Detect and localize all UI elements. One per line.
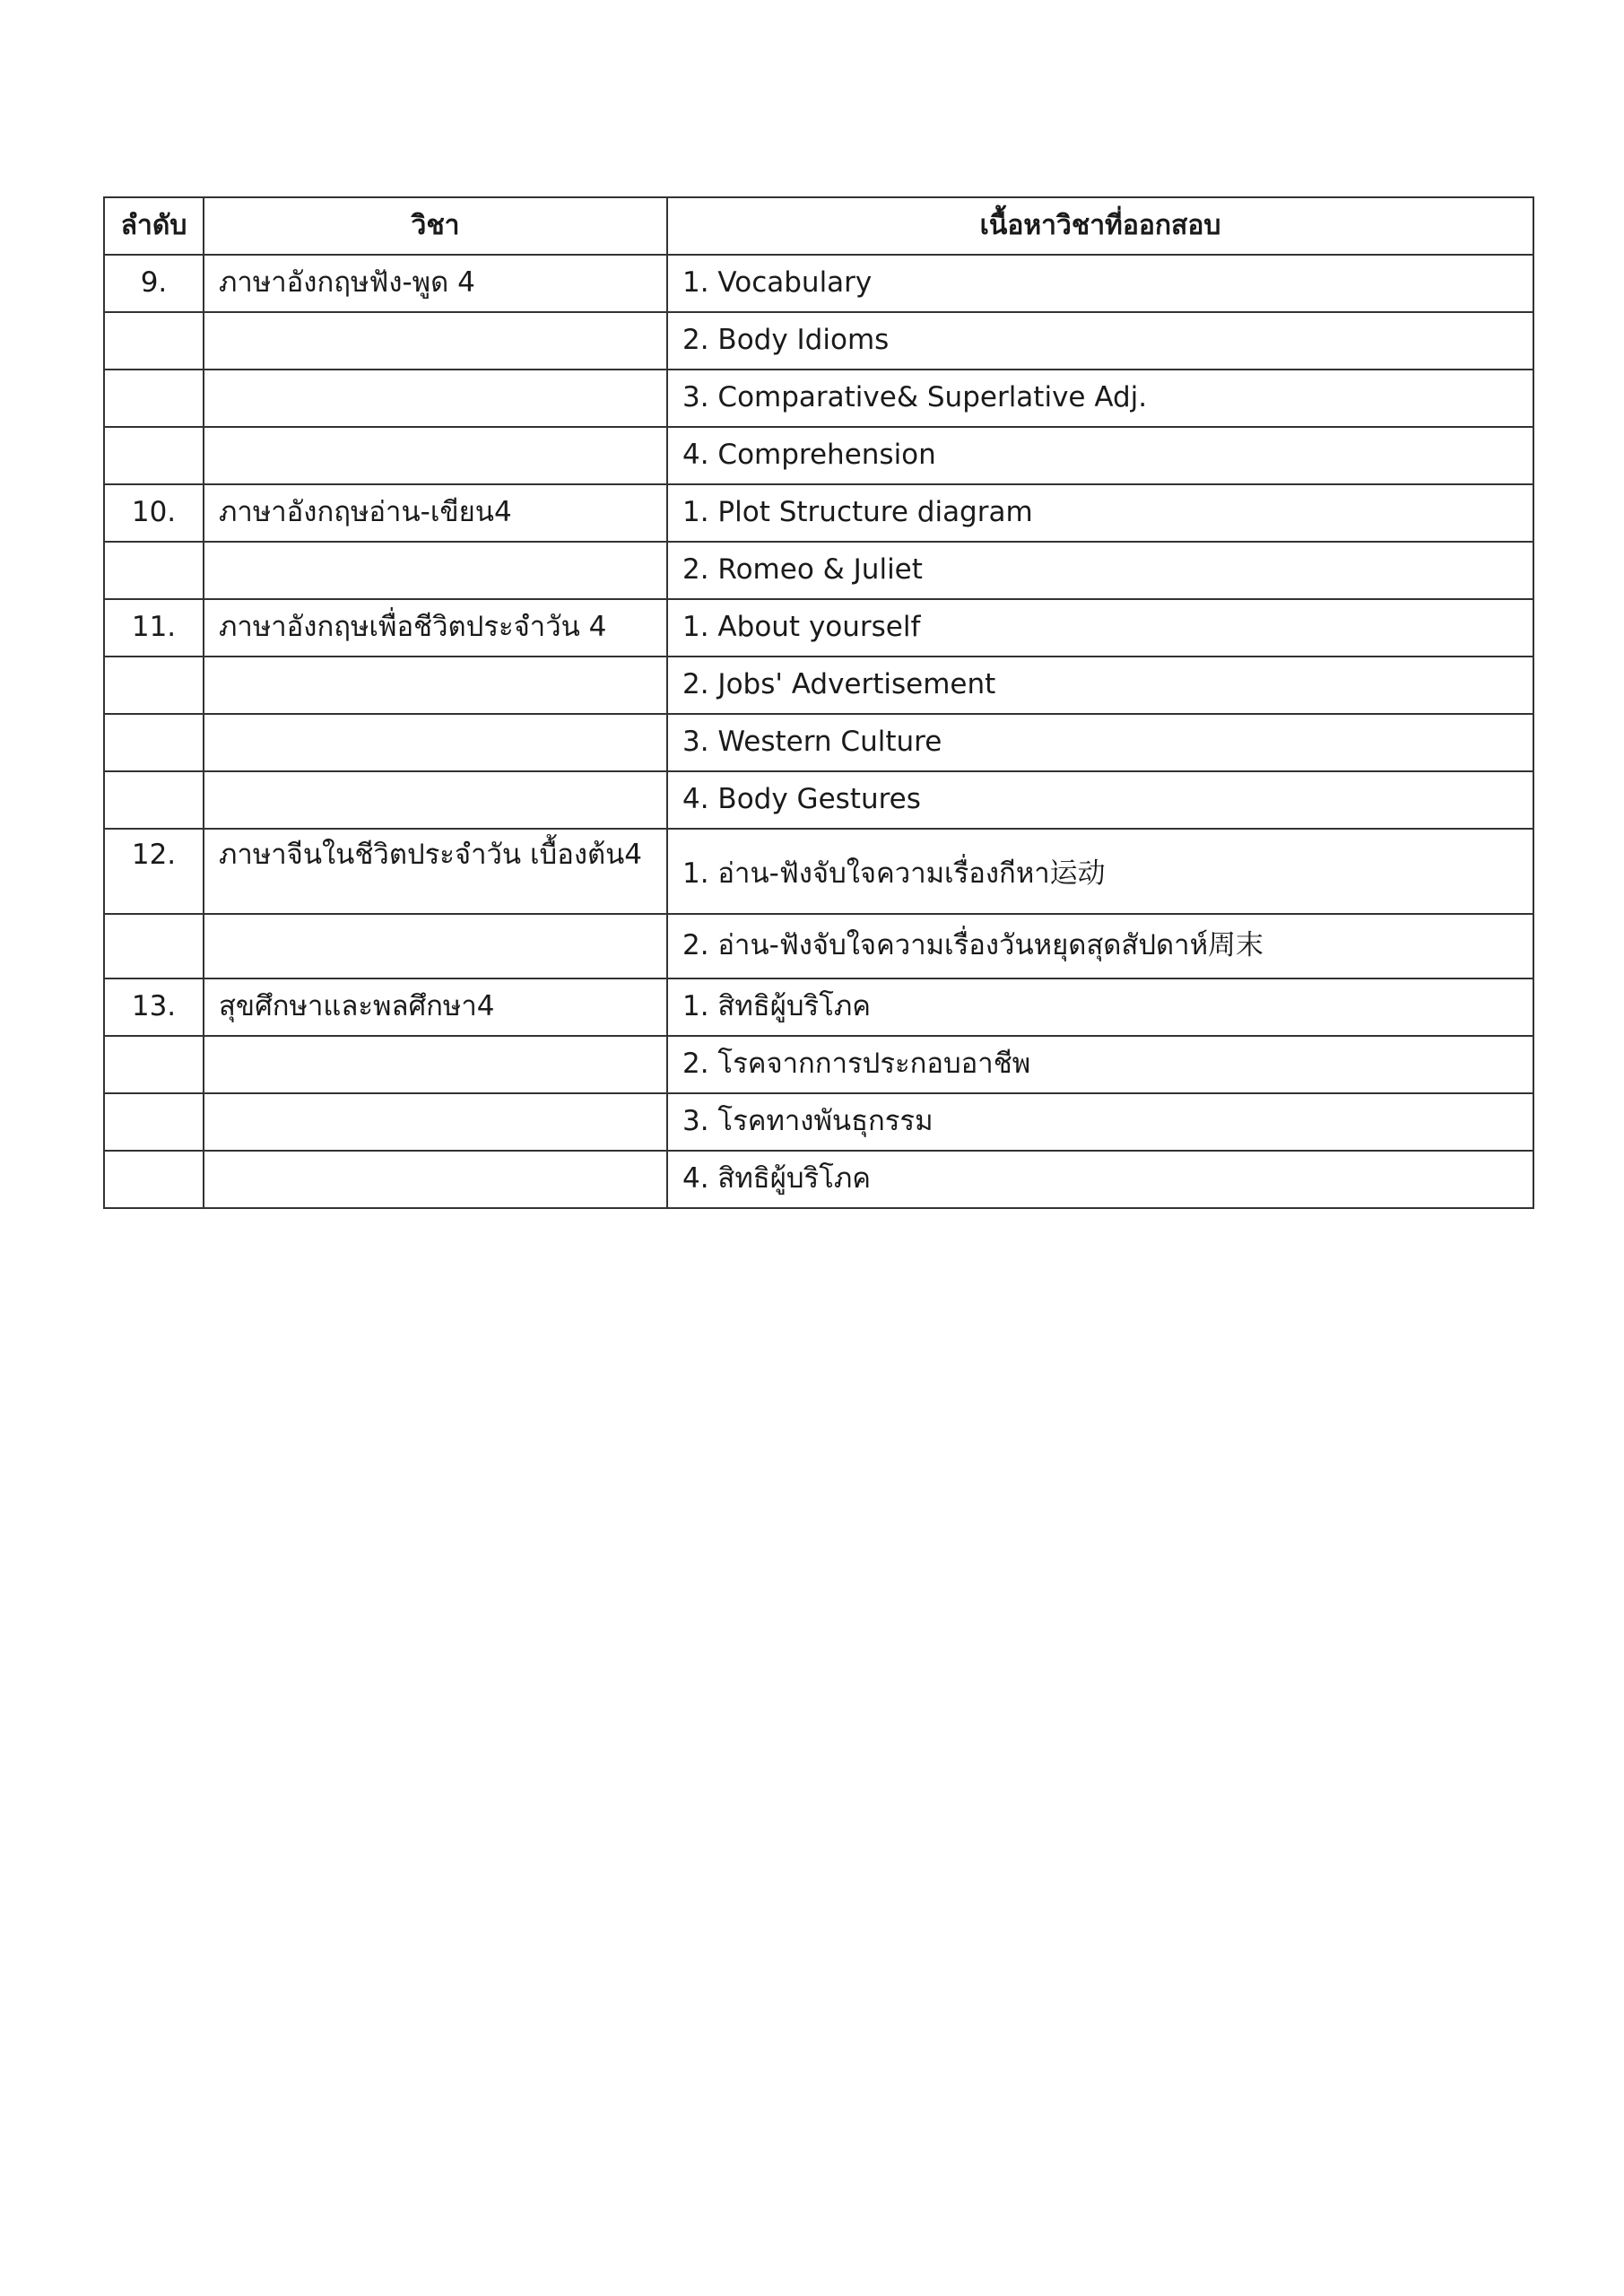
- header-order: ลำดับ: [104, 197, 204, 255]
- row-order: [104, 1036, 204, 1093]
- row-order: 9.: [104, 255, 204, 312]
- row-order: [104, 657, 204, 714]
- table-row: [104, 829, 1533, 914]
- row-subject: [204, 1036, 667, 1093]
- row-content: 1. Vocabulary: [667, 255, 1533, 312]
- row-subject: ภาษาอังกฤษเพื่อชีวิตประจำวัน 4: [204, 599, 667, 657]
- row-content: 1. About yourself: [667, 599, 1533, 657]
- row-subject: [204, 657, 667, 714]
- table-header-row: [104, 197, 1533, 255]
- exam-content-table: [103, 196, 1534, 1209]
- row-order: [104, 714, 204, 771]
- row-subject: [204, 1151, 667, 1208]
- table-row: [104, 1036, 1533, 1093]
- row-content: 1. อ่าน-ฟังจับใจความเรื่องกีหา运动: [667, 829, 1533, 914]
- row-content: 2. Body Idioms: [667, 312, 1533, 370]
- row-order: [104, 1151, 204, 1208]
- row-subject: [204, 370, 667, 427]
- table-row: [104, 542, 1533, 599]
- table-row: [104, 714, 1533, 771]
- row-content: 4. Body Gestures: [667, 771, 1533, 829]
- row-subject: ภาษาอังกฤษอ่าน-เขียน4: [204, 484, 667, 542]
- row-subject: [204, 714, 667, 771]
- row-subject: [204, 1093, 667, 1151]
- row-content: 4. Comprehension: [667, 427, 1533, 484]
- row-subject: [204, 914, 667, 978]
- table-row: [104, 657, 1533, 714]
- table-row: [104, 255, 1533, 312]
- row-order: [104, 427, 204, 484]
- row-subject: ภาษาอังกฤษฟัง-พูด 4: [204, 255, 667, 312]
- row-subject: [204, 542, 667, 599]
- row-content: 3. โรคทางพันธุกรรม: [667, 1093, 1533, 1151]
- header-content: เนื้อหาวิชาที่ออกสอบ: [667, 197, 1533, 255]
- row-content: 1. สิทธิผู้บริโภค: [667, 978, 1533, 1036]
- row-order: [104, 1093, 204, 1151]
- table-row: [104, 978, 1533, 1036]
- row-subject: ภาษาจีนในชีวิตประจำวัน เบื้องต้น4: [204, 829, 667, 914]
- row-content: 2. Jobs' Advertisement: [667, 657, 1533, 714]
- row-subject: สุขศึกษาและพลศึกษา4: [204, 978, 667, 1036]
- row-order: [104, 312, 204, 370]
- row-content: 4. สิทธิผู้บริโภค: [667, 1151, 1533, 1208]
- row-order: [104, 370, 204, 427]
- table-row: [104, 312, 1533, 370]
- row-order: 11.: [104, 599, 204, 657]
- row-subject: [204, 312, 667, 370]
- row-order: 13.: [104, 978, 204, 1036]
- table-row: [104, 1151, 1533, 1208]
- row-content: 2. Romeo & Juliet: [667, 542, 1533, 599]
- table-row: [104, 771, 1533, 829]
- row-content: 2. โรคจากการประกอบอาชีพ: [667, 1036, 1533, 1093]
- row-content: 1. Plot Structure diagram: [667, 484, 1533, 542]
- row-subject: [204, 427, 667, 484]
- header-subject: วิชา: [204, 197, 667, 255]
- table-row: [104, 484, 1533, 542]
- row-order: [104, 771, 204, 829]
- row-subject: [204, 771, 667, 829]
- table-row: [104, 1093, 1533, 1151]
- table-row: [104, 370, 1533, 427]
- table-row: [104, 427, 1533, 484]
- row-content: 2. อ่าน-ฟังจับใจความเรื่องวันหยุดสุดสัปดาห์周末: [667, 914, 1533, 978]
- row-order: 12.: [104, 829, 204, 914]
- row-order: [104, 914, 204, 978]
- row-order: [104, 542, 204, 599]
- row-content: 3. Comparative& Superlative Adj.: [667, 370, 1533, 427]
- row-content: 3. Western Culture: [667, 714, 1533, 771]
- table-row: [104, 599, 1533, 657]
- row-order: 10.: [104, 484, 204, 542]
- table-row: [104, 914, 1533, 978]
